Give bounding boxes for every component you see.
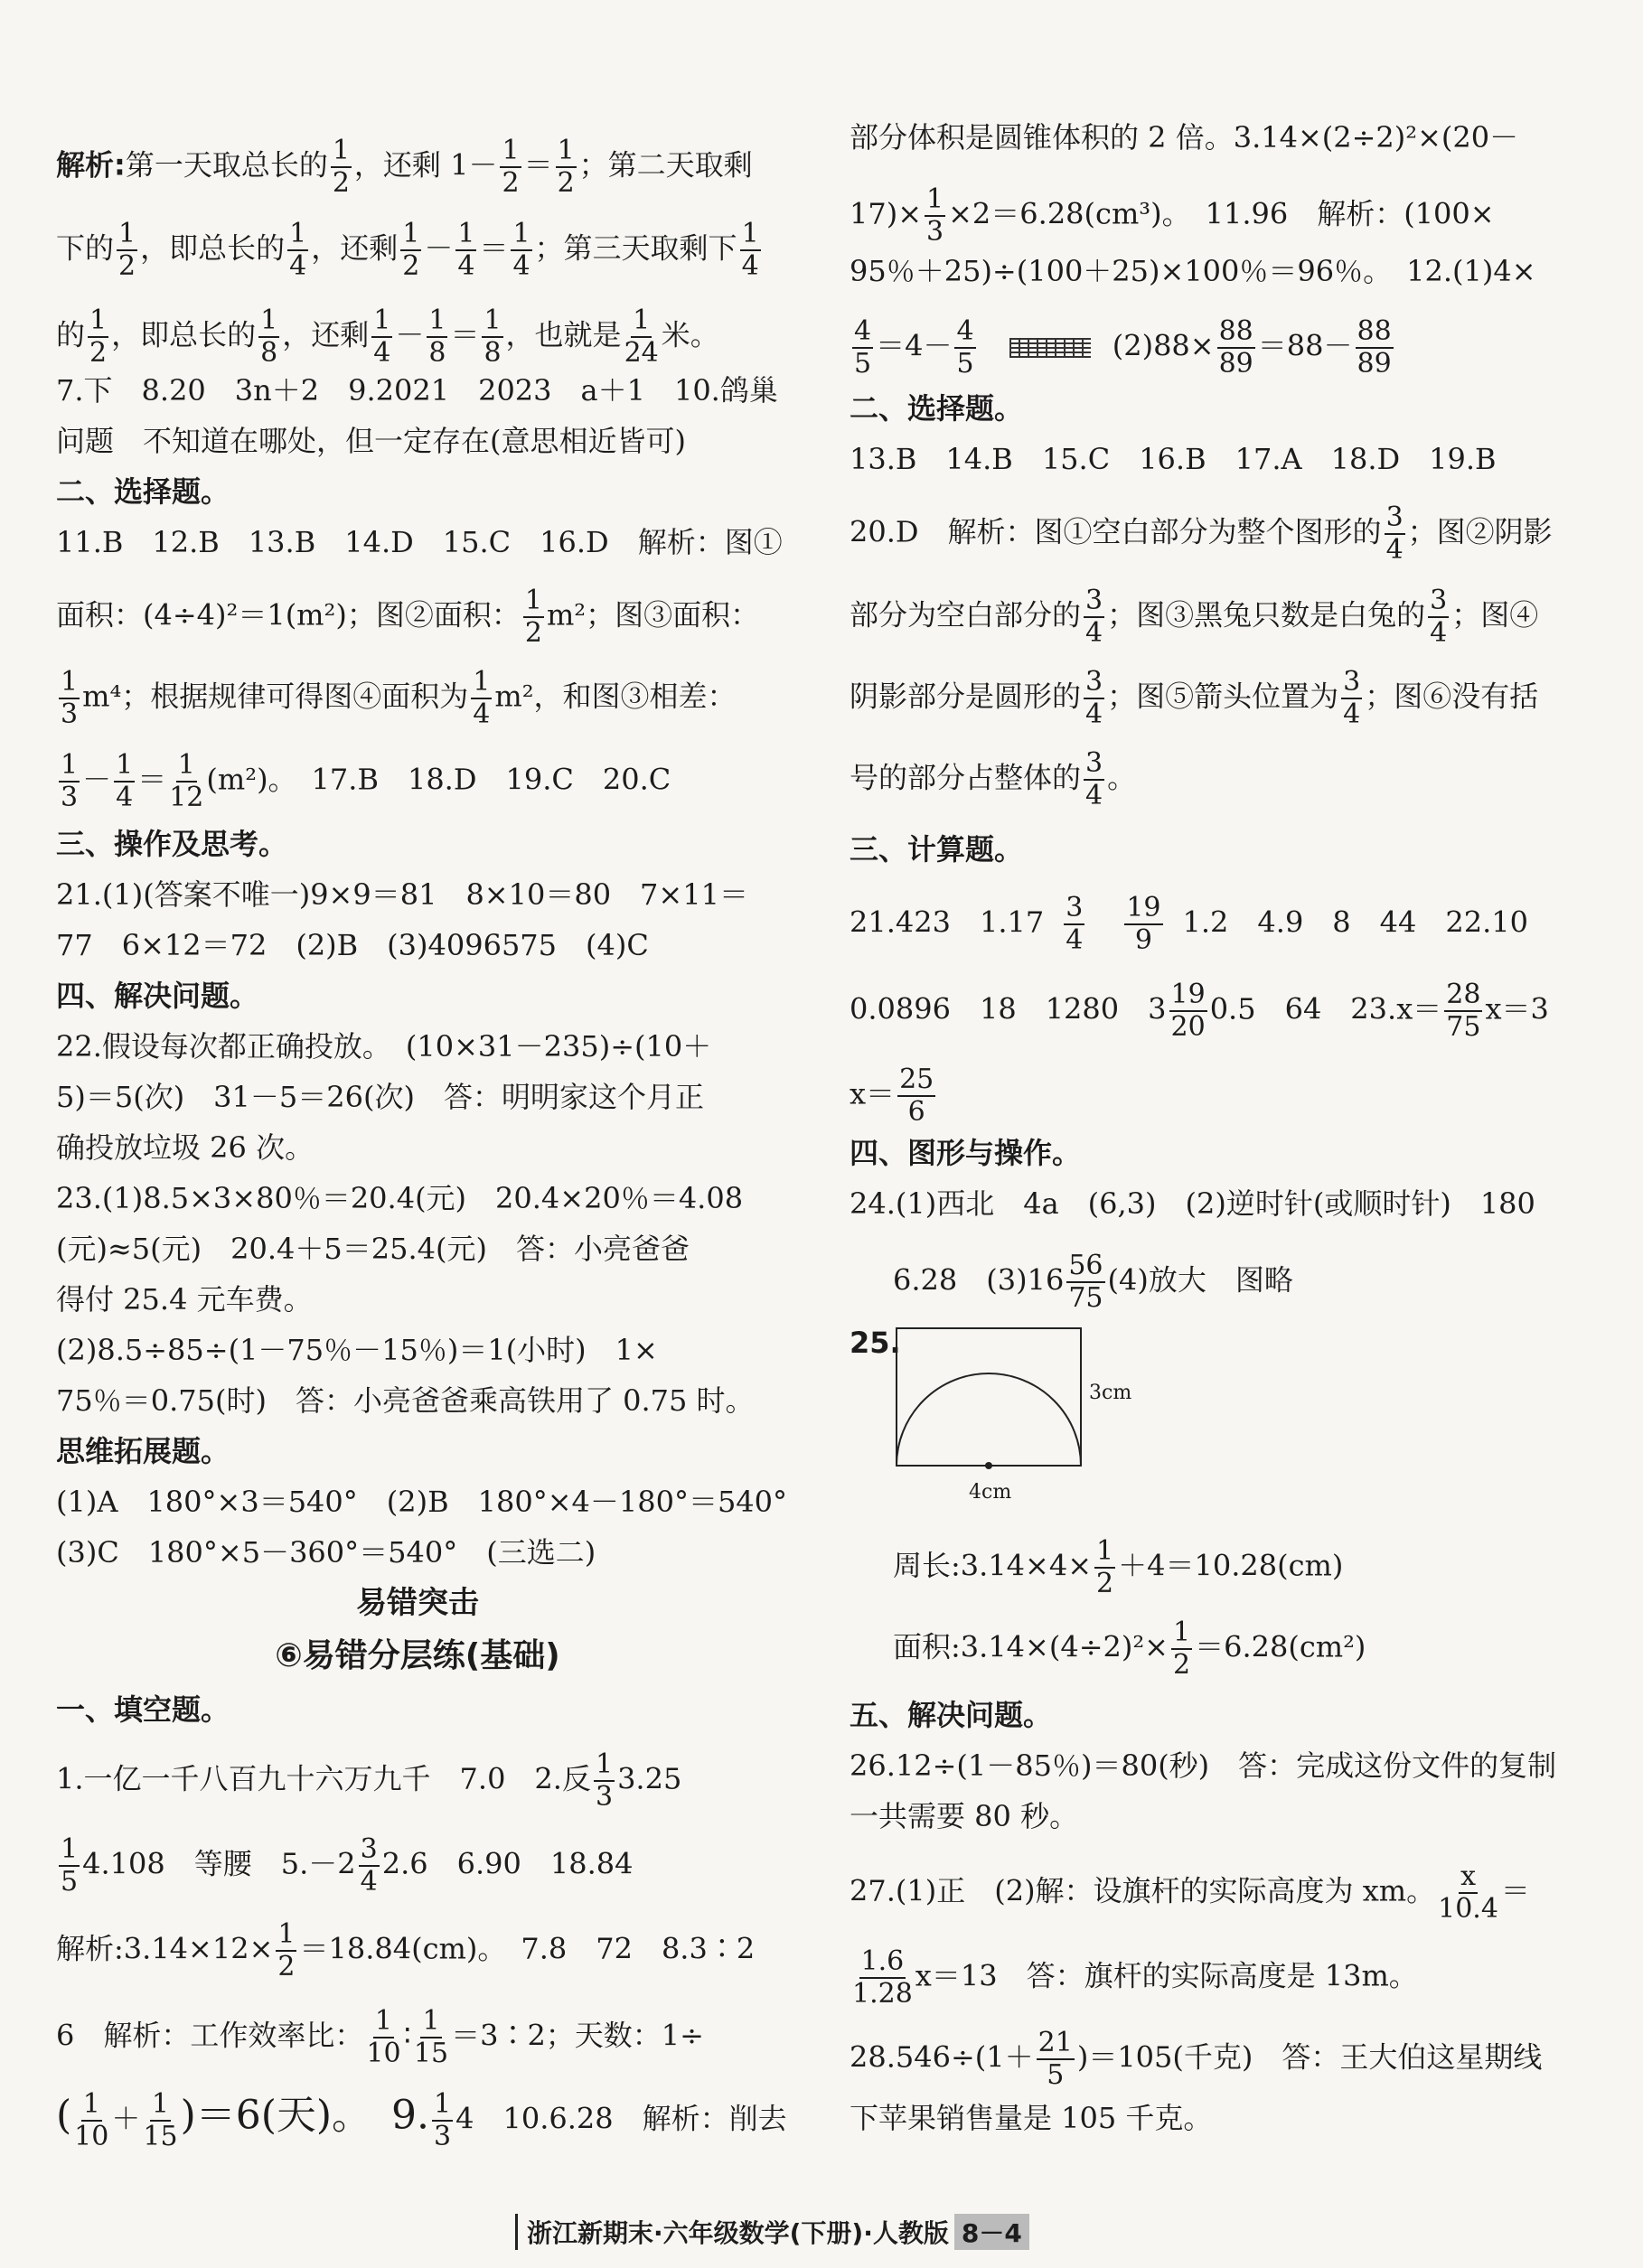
text-line: $\frac{1}{3}$ m⁴；根据规律可得图④面积为 $\frac{1}{4}$ m²，和图③相差： xyxy=(61,666,737,730)
fraction: $\frac{1}{2}$ xyxy=(502,135,520,199)
fraction: $\frac{19}{20}$ xyxy=(1170,979,1206,1043)
text-line: 11.B 12.B 13.B 14.D 15.C 16.D 解析：图① xyxy=(56,525,783,559)
fraction: $\frac{28}{75}$ xyxy=(1446,979,1481,1043)
fraction: $\frac{1}{2}$ xyxy=(332,135,350,199)
fraction: $\frac{19}{9}$ xyxy=(1126,892,1161,956)
semicircle-figure xyxy=(895,1326,1139,1507)
fraction: $\frac{1.6}{1.28}$ xyxy=(852,1945,913,2010)
fraction: $\frac{1}{12}$ xyxy=(169,749,204,813)
semicircle-arc xyxy=(897,1373,1081,1466)
text-line: 下的 $\frac{1}{2}$ ，即总长的 $\frac{1}{4}$ ，还剩 $\frac{1}{2}$ － $\frac{1}{4}$ ＝ $\frac{1}{4}$ ；第三天取剩下 $\frac{1}{4}$ xyxy=(56,218,759,282)
exercise-title: ⑥易错分层练(基础) xyxy=(275,1637,560,1674)
fraction: $\frac{4}{5}$ xyxy=(854,315,872,380)
fraction: $\frac{21}{5}$ xyxy=(1037,2027,1073,2091)
text-line: 得付 25.4 元车费。 xyxy=(56,1282,313,1317)
page-number: 8－4 xyxy=(954,2214,1029,2250)
text-line: 解析:3.14×12× $\frac{1}{2}$ ＝18.84(cm)。 7.8 72 8.3∶2 xyxy=(56,1918,756,1982)
fraction: $\frac{1}{3}$ xyxy=(926,183,944,248)
width-label: 4cm xyxy=(969,1481,1012,1504)
fraction: $\frac{1}{2}$ xyxy=(89,305,108,369)
fraction: $\frac{3}{4}$ xyxy=(1343,666,1361,730)
text-line: 一共需要 80 秒。 xyxy=(850,1799,1079,1833)
fraction: $\frac{1}{3}$ xyxy=(61,666,79,730)
fraction: $\frac{3}{4}$ xyxy=(1385,501,1404,566)
fraction: $\frac{1}{4}$ xyxy=(373,305,391,369)
book-title: 浙江新期末·六年级数学(下册)·人教版 xyxy=(515,2214,949,2250)
text-line: 1.一亿一千八百九十六万九千 7.0 2.反 $\frac{1}{3}$ 3.25 xyxy=(56,1748,682,1813)
text-line: 解析:第一天取总长的 $\frac{1}{2}$ ，还剩 1－ $\frac{1}{2}$ ＝ $\frac{1}{2}$ ；第二天取剩 xyxy=(56,135,753,199)
fraction: $\frac{1}{4}$ xyxy=(741,218,759,282)
question-number: 25. xyxy=(850,1326,901,1360)
fraction: $\frac{1}{3}$ xyxy=(61,749,79,813)
fraction: $\frac{1}{2}$ xyxy=(402,218,420,282)
fraction: $\frac{1}{24}$ xyxy=(624,305,659,369)
text-line: 13.B 14.B 15.C 16.B 17.A 18.D 19.B xyxy=(850,442,1497,476)
fraction: $\frac{1}{4}$ xyxy=(289,218,307,282)
text-line: (3)C 180°×5－360°＝540° (三选二) xyxy=(56,1535,596,1570)
section-heading: 一、填空题。 xyxy=(56,1692,230,1727)
fraction: $\frac{1}{2}$ xyxy=(1096,1535,1114,1599)
fraction: $\frac{1}{2}$ xyxy=(524,585,542,649)
text-line: 27.(1)正 (2)解：设旗杆的实际高度为 xm。 $\frac{x}{10.4}$ ＝ xyxy=(850,1860,1530,1925)
text-line: $\frac{1}{5}$ 4.108 等腰 5.－2 $\frac{3}{4}$ 2.6 6.90 18.84 xyxy=(61,1833,634,1898)
fraction: $\frac{1}{8}$ xyxy=(260,305,278,369)
text-line: (2)8.5÷85÷(1－75％－15％)＝1(小时) 1× xyxy=(56,1333,658,1367)
text-line: 号的部分占整体的 $\frac{3}{4}$ 。 xyxy=(850,747,1137,811)
fraction: $\frac{3}{4}$ xyxy=(1066,892,1084,956)
text-line: 6 解析：工作效率比： $\frac{1}{10}$ ∶ $\frac{1}{15}$ ＝3∶2；天数：1÷ xyxy=(56,2005,704,2069)
section-heading: 四、图形与操作。 xyxy=(850,1136,1082,1170)
text-line: 面积:3.14×(4÷2)²× $\frac{1}{2}$ ＝6.28(cm²) xyxy=(893,1617,1366,1681)
text-line: 26.12÷(1－85％)＝80(秒) 答：完成这份文件的复制 xyxy=(850,1748,1557,1783)
text-line: 阴影部分是圆形的 $\frac{3}{4}$ ；图⑤箭头位置为 $\frac{3}{4}$ ；图⑥没有括 xyxy=(850,666,1539,730)
text-line: 28.546÷(1＋ $\frac{21}{5}$ )＝105(千克) 答：王大伯这星期线 xyxy=(850,2027,1543,2091)
section-heading: 四、解决问题。 xyxy=(56,979,259,1013)
fraction: $\frac{1}{8}$ xyxy=(484,305,502,369)
fraction: $\frac{1}{2}$ xyxy=(277,1918,296,1982)
text-line: 问题 不知道在哪处，但一定存在(意思相近皆可) xyxy=(56,424,686,458)
fraction: $\frac{1}{4}$ xyxy=(457,218,475,282)
text-line: 部分体积是圆锥体积的 2 倍。3.14×(2÷2)²×(20－ xyxy=(850,120,1519,155)
center-dot xyxy=(985,1462,992,1469)
fraction: $\frac{1}{15}$ xyxy=(143,2088,178,2152)
fraction: $\frac{1}{4}$ xyxy=(116,749,134,813)
fraction: $\frac{3}{4}$ xyxy=(1085,666,1103,730)
rectangle xyxy=(897,1328,1081,1466)
fraction: $\frac{1}{4}$ xyxy=(512,218,530,282)
text-line: 部分为空白部分的 $\frac{3}{4}$ ；图③黑兔只数是白兔的 $\frac{3}{4}$ ；图④ xyxy=(850,585,1539,649)
text-line: $\frac{4}{5}$ ＝4－ $\frac{4}{5}$ (2)88× $\frac{88}{89}$ ＝88－ $\frac{88}{89}$ xyxy=(854,315,1392,380)
text-line: 77 6×12＝72 (2)B (3)4096575 (4)C xyxy=(56,928,649,962)
page-footer xyxy=(515,2213,1029,2251)
section-heading: 五、解决问题。 xyxy=(850,1698,1053,1732)
fraction: $\frac{1}{3}$ xyxy=(595,1748,614,1813)
fraction: $\frac{3}{4}$ xyxy=(1085,747,1103,811)
text-line: 周长:3.14×4× $\frac{1}{2}$ ＋4＝10.28(cm) xyxy=(893,1535,1344,1599)
text-line: $\frac{1.6}{1.28}$ x＝13 答：旗杆的实际高度是 13m。 xyxy=(852,1945,1418,2010)
fraction: $\frac{1}{2}$ xyxy=(557,135,575,199)
section-heading: 二、选择题。 xyxy=(850,391,1024,426)
section-heading: 三、操作及思考。 xyxy=(56,827,288,861)
fraction: $\frac{1}{10}$ xyxy=(366,2005,401,2069)
fraction: $\frac{1}{10}$ xyxy=(74,2088,109,2152)
text-line: 75％＝0.75(时) 答：小亮爸爸乘高铁用了 0.75 时。 xyxy=(56,1383,755,1418)
text-line: 6.28 (3)16 $\frac{56}{75}$ (4)放大 图略 xyxy=(893,1250,1293,1314)
text-line: 22.假设每次都正确投放。 (10×31－235)÷(10＋ xyxy=(56,1029,712,1064)
text-line: $\frac{1}{3}$ － $\frac{1}{4}$ ＝ $\frac{1}{12}$ (m²)。 17.B 18.D 19.C 20.C xyxy=(61,749,671,813)
text-line: 20.D 解析：图①空白部分为整个图形的 $\frac{3}{4}$ ；图②阴影 xyxy=(850,501,1553,566)
strike-marks xyxy=(1009,338,1091,358)
fraction: $\frac{1}{2}$ xyxy=(1173,1617,1191,1681)
fraction: $\frac{1}{2}$ xyxy=(118,218,136,282)
section-heading: 三、计算题。 xyxy=(850,832,1024,867)
text-line: 21.(1)(答案不唯一)9×9＝81 8×10＝80 7×11＝ xyxy=(56,877,748,912)
fraction: $\frac{1}{4}$ xyxy=(473,666,491,730)
height-label: 3cm xyxy=(1089,1382,1132,1404)
fraction: $\frac{25}{6}$ xyxy=(899,1064,934,1128)
fraction: $\frac{88}{89}$ xyxy=(1218,315,1253,380)
fraction: $\frac{3}{4}$ xyxy=(360,1833,378,1898)
fraction: $\frac{1}{3}$ xyxy=(434,2088,452,2152)
section-title: 易错突击 xyxy=(356,1585,479,1621)
text-line: 0.0896 18 1280 3 $\frac{19}{20}$ 0.5 64 23.x＝ $\frac{28}{75}$ x＝3 xyxy=(850,979,1549,1043)
text-line: 面积：(4÷4)²＝1(m²)；图②面积： $\frac{1}{2}$ m²；图③面积： xyxy=(56,585,760,649)
fraction: $\frac{3}{4}$ xyxy=(1085,585,1103,649)
text-line: 确投放垃圾 26 次。 xyxy=(56,1130,315,1165)
fraction: $\frac{3}{4}$ xyxy=(1430,585,1448,649)
text-line: 23.(1)8.5×3×80％＝20.4(元) 20.4×20％＝4.08 xyxy=(56,1181,744,1215)
fraction: $\frac{1}{15}$ xyxy=(413,2005,449,2069)
text-line: 17)× $\frac{1}{3}$ ×2＝6.28(cm³)。 11.96 解析：(100× xyxy=(850,183,1495,248)
fraction: $\frac{1}{5}$ xyxy=(61,1833,79,1898)
section-heading: 二、选择题。 xyxy=(56,474,230,509)
text-line: 下苹果销售量是 105 千克。 xyxy=(850,2101,1213,2135)
text-line: (元)≈5(元) 20.4＋5＝25.4(元) 答：小亮爸爸 xyxy=(56,1232,690,1266)
text-line: 的 $\frac{1}{2}$ ，即总长的 $\frac{1}{8}$ ，还剩 $\frac{1}{4}$ － $\frac{1}{8}$ ＝ $\frac{1}{8}$ ，也就是 $\frac{1}{24}$ 米。 xyxy=(56,305,719,369)
text-line: 24.(1)西北 4a (6,3) (2)逆时针(或顺时针) 180 xyxy=(850,1186,1535,1221)
section-heading: 思维拓展题。 xyxy=(56,1434,230,1468)
fraction: $\frac{x}{10.4}$ xyxy=(1438,1860,1498,1925)
fraction: $\frac{4}{5}$ xyxy=(956,315,974,380)
text-line: x＝ $\frac{25}{6}$ xyxy=(850,1064,934,1128)
fraction: $\frac{88}{89}$ xyxy=(1357,315,1392,380)
text-line: 5)＝5(次) 31－5＝26(次) 答：明明家这个月正 xyxy=(56,1080,704,1114)
text-line: 21.423 1.17 $\frac{3}{4}$ $\frac{19}{9}$ 1.2 4.9 8 44 22.10 xyxy=(850,892,1528,956)
fraction: $\frac{1}{8}$ xyxy=(428,305,446,369)
text-line: 7.下 8.20 3n＋2 9.2021 2023 a＋1 10.鸽巢 xyxy=(56,373,778,408)
text-line: ( $\frac{1}{10}$ ＋ $\frac{1}{15}$ )＝6(天)。 9. $\frac{1}{3}$ 4 10.6.28 解析：削去 xyxy=(56,2088,787,2152)
text-line: (1)A 180°×3＝540° (2)B 180°×4－180°＝540° xyxy=(56,1485,788,1519)
fraction: $\frac{56}{75}$ xyxy=(1068,1250,1103,1314)
text-line: 95％＋25)÷(100＋25)×100％＝96％。 12.(1)4× xyxy=(850,254,1536,288)
